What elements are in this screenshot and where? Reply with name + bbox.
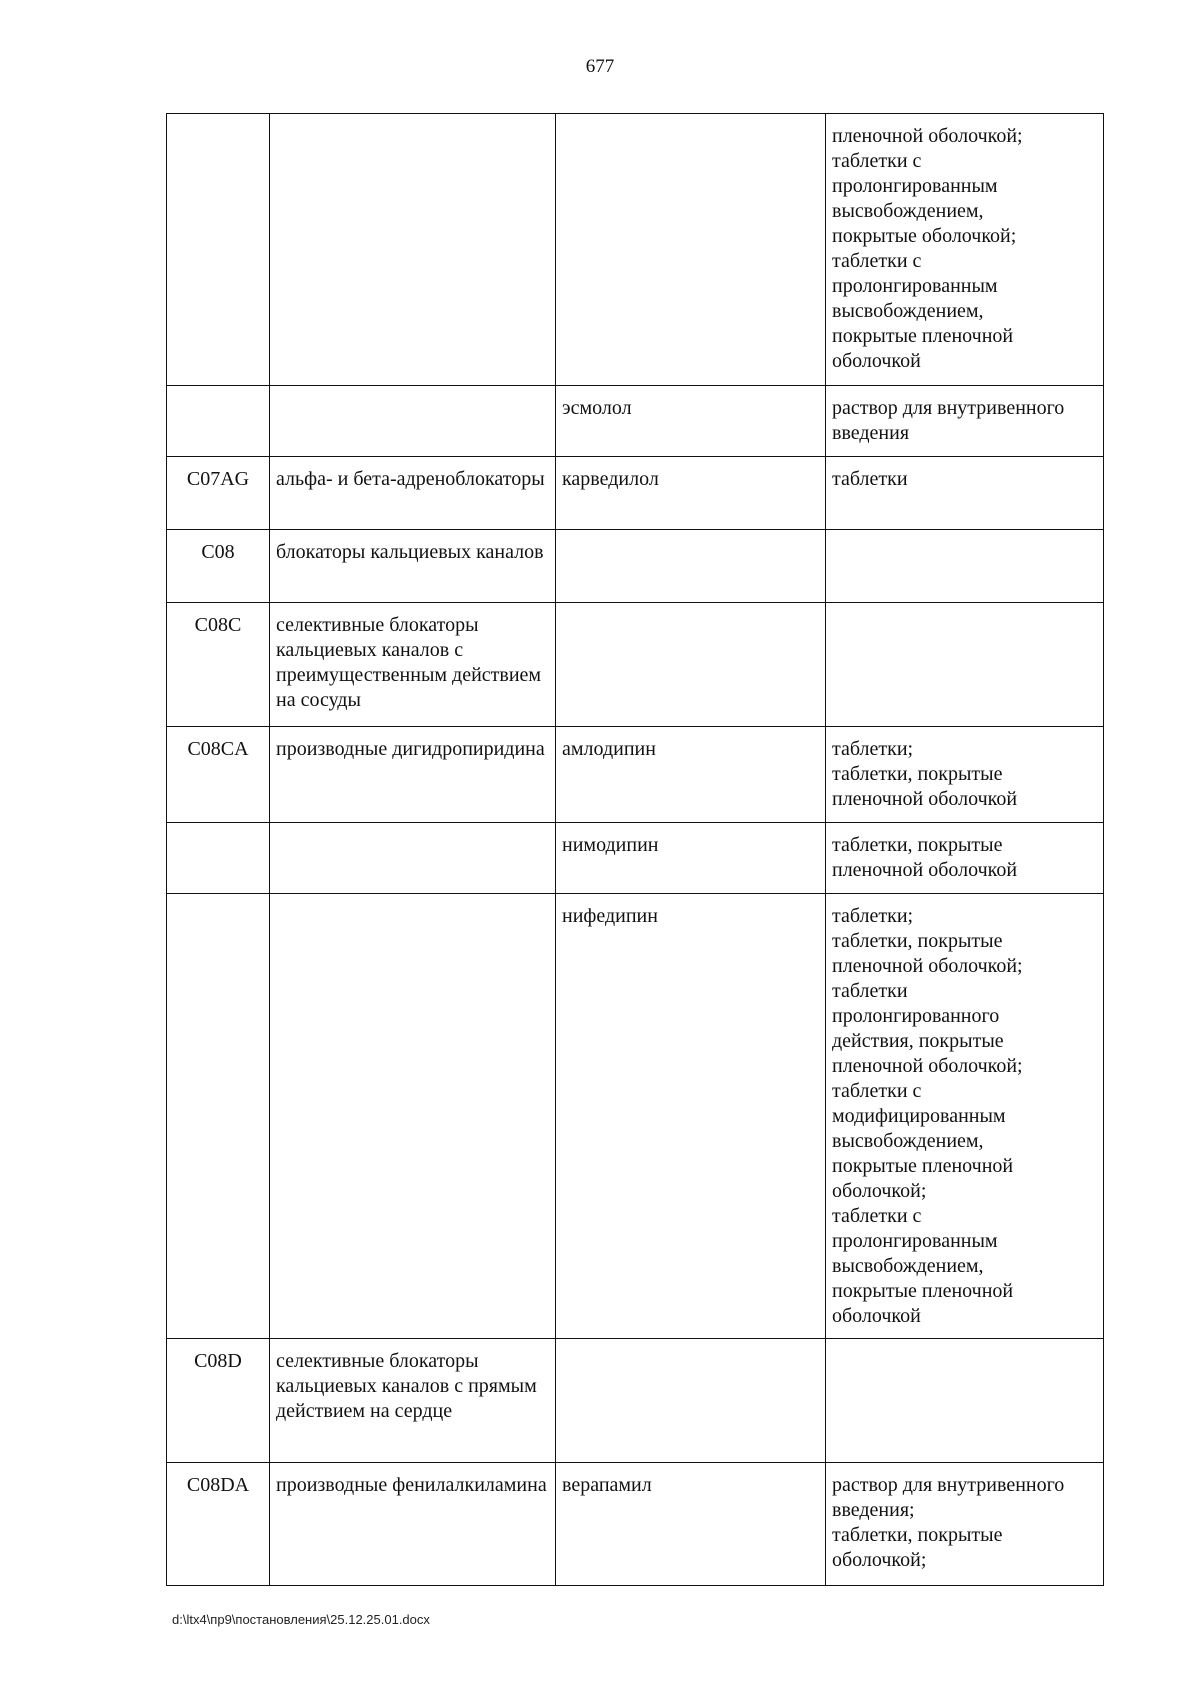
drug-name-cell (556, 114, 826, 386)
atc-code-cell: C08D (167, 1339, 270, 1463)
dosage-form-line: высвобождением, (832, 1255, 984, 1277)
dosage-form-line: оболочкой; (832, 1180, 927, 1202)
anatomical-therapeutic-group-cell: альфа- и бета-адреноблокаторы (270, 457, 556, 530)
dosage-forms-cell (826, 603, 1104, 727)
table-row (167, 1339, 1104, 1463)
atc-code-cell (167, 386, 270, 457)
anatomical-therapeutic-group-cell (270, 114, 556, 386)
atc-code-cell (167, 894, 270, 1339)
dosage-form-line: таблетки, покрытые (832, 763, 1003, 785)
dosage-form-line: покрытые пленочной (832, 325, 1014, 347)
dosage-form-line: оболочкой; (832, 1549, 927, 1571)
dosage-form-line: пленочной оболочкой (832, 859, 1018, 881)
dosage-form-line: таблетки; (832, 905, 914, 927)
dosage-form-line: введения; (832, 1499, 915, 1521)
table-row (167, 114, 1104, 386)
dosage-forms-cell (826, 114, 1104, 386)
drug-name-cell: верапамил (556, 1463, 826, 1586)
drug-name-cell: карведилол (556, 457, 826, 530)
dosage-forms-cell (826, 1463, 1104, 1586)
page-number: 677 (585, 56, 615, 77)
dosage-form-line: высвобождением, (832, 200, 984, 222)
atc-code-cell: C08CA (167, 727, 270, 823)
footer-file-path: d:\ltx4\пр9\постановления\25.12.25.01.docx (172, 1612, 430, 1627)
table-row (167, 386, 1104, 457)
atc-code-cell: C08DA (167, 1463, 270, 1586)
anatomical-therapeutic-group-cell: селективные блокаторы кальциевых каналов с преимущественным действием на сосуды (270, 603, 556, 727)
drug-name-cell: амлодипин (556, 727, 826, 823)
dosage-form-line: таблетки, покрытые (832, 1524, 1003, 1546)
anatomical-therapeutic-group-cell (270, 823, 556, 894)
dosage-form-line: покрытые пленочной (832, 1280, 1014, 1302)
drug-name-cell: нимодипин (556, 823, 826, 894)
dosage-form-line: таблетки, покрытые (832, 930, 1003, 952)
dosage-form-line: таблетки (832, 980, 908, 1002)
dosage-form-line: высвобождением, (832, 300, 984, 322)
table-row (167, 530, 1104, 603)
dosage-forms-cell (826, 386, 1104, 457)
dosage-form-line: таблетки с (832, 1080, 922, 1102)
atc-code-cell: C08C (167, 603, 270, 727)
table-row (167, 457, 1104, 530)
drug-name-cell (556, 530, 826, 603)
dosage-form-line: высвобождением, (832, 1130, 984, 1152)
dosage-form-line: таблетки с (832, 250, 922, 272)
atc-code-cell: C08 (167, 530, 270, 603)
drug-name-cell: нифедипин (556, 894, 826, 1339)
dosage-form-line: таблетки с (832, 150, 922, 172)
dosage-form-line: раствор для внутривенного (832, 1474, 1065, 1496)
atc-code-cell (167, 823, 270, 894)
dosage-forms-cell (826, 457, 1104, 530)
dosage-forms-cell (826, 530, 1104, 603)
anatomical-therapeutic-group-cell (270, 894, 556, 1339)
anatomical-therapeutic-group-cell (270, 386, 556, 457)
dosage-form-line: введения (832, 422, 910, 444)
dosage-form-line: оболочкой (832, 1305, 921, 1327)
dosage-form-line: пленочной оболочкой (832, 788, 1018, 810)
dosage-form-line: оболочкой (832, 350, 921, 372)
table-row (167, 823, 1104, 894)
anatomical-therapeutic-group-cell: селективные блокаторы кальциевых каналов с прямым действием на сердце (270, 1339, 556, 1463)
dosage-form-line: таблетки с (832, 1205, 922, 1227)
dosage-form-line: модифицированным (832, 1105, 1006, 1127)
dosage-form-line: пролонгированным (832, 175, 998, 197)
anatomical-therapeutic-group-cell: производные фенилалкиламина (270, 1463, 556, 1586)
dosage-form-line: таблетки, покрытые (832, 834, 1003, 856)
dosage-form-line: таблетки (832, 468, 908, 490)
anatomical-therapeutic-group-cell: блокаторы кальциевых каналов (270, 530, 556, 603)
drug-name-cell (556, 603, 826, 727)
table-row (167, 894, 1104, 1339)
dosage-form-line: пленочной оболочкой; (832, 1055, 1023, 1077)
drug-name-cell (556, 1339, 826, 1463)
dosage-form-line: пролонгированным (832, 1230, 998, 1252)
dosage-form-line: пленочной оболочкой; (832, 955, 1023, 977)
dosage-form-line: таблетки; (832, 738, 914, 760)
anatomical-therapeutic-group-cell: производные дигидропиридина (270, 727, 556, 823)
drug-name-cell: эсмолол (556, 386, 826, 457)
drug-classification-table (166, 113, 1104, 1586)
dosage-form-line: пленочной оболочкой; (832, 125, 1023, 147)
dosage-forms-cell (826, 727, 1104, 823)
dosage-form-line: пролонгированного (832, 1005, 1000, 1027)
dosage-form-line: покрытые пленочной (832, 1155, 1014, 1177)
table-row (167, 1463, 1104, 1586)
atc-code-cell (167, 114, 270, 386)
dosage-form-line: раствор для внутривенного (832, 397, 1065, 419)
dosage-form-line: покрытые оболочкой; (832, 225, 1017, 247)
dosage-forms-cell (826, 1339, 1104, 1463)
table-row (167, 603, 1104, 727)
dosage-form-line: пролонгированным (832, 275, 998, 297)
dosage-forms-cell (826, 894, 1104, 1339)
table-row (167, 727, 1104, 823)
dosage-forms-cell (826, 823, 1104, 894)
dosage-form-line: действия, покрытые (832, 1030, 1004, 1052)
atc-code-cell: C07AG (167, 457, 270, 530)
